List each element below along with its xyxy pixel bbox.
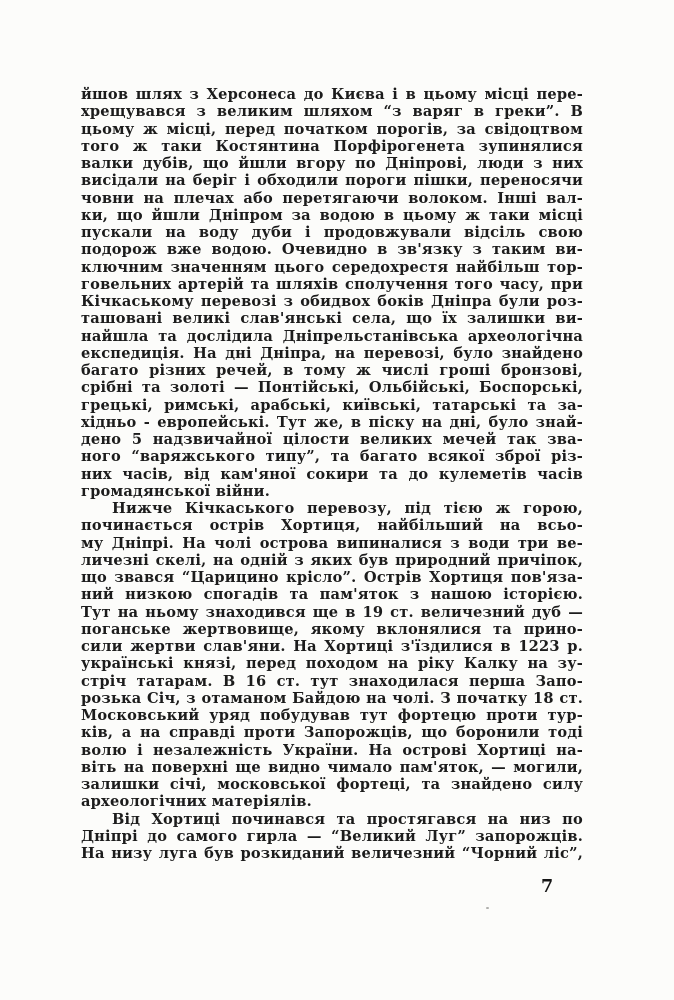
text-line: волю і незалежність України. На острові Хортиці на- (81, 741, 583, 759)
paragraph (81, 811, 583, 863)
text-line: хідньо - европейські. Тут же, в піску на дні, було знай- (81, 413, 583, 431)
text-line: ташовані великі слав'янські села, що їх залишки ви- (81, 310, 583, 328)
text-line: що звався “Царицино крісло”. Острів Хортиця пов'яза- (81, 569, 583, 586)
text-line: Кічкаському перевозі з обидвох боків Дніпра були роз- (81, 293, 583, 310)
text-line: того ж таки Костянтина Порфірогенета зупинялися (81, 137, 583, 155)
text-line: українські князі, перед походом на ріку Калку на зу- (81, 655, 583, 673)
text-line: Нижче Кічкаського перевозу, під тією ж горою, (112, 500, 583, 517)
text-line: хрещувався з великим шляхом “з варяг в греки”. В (81, 103, 583, 121)
text-line: Дніпрі до самого гирла — “Великий Луг” запорожців. (81, 827, 583, 845)
text-line: личезні скелі, на одній з яких був природний причіпок, (81, 551, 583, 569)
text-line: Тут на ньому знаходився ще в 19 ст. величезний дуб — (81, 603, 583, 621)
text-line: громадянської війни. (81, 482, 270, 500)
text-line: розька Січ, з отаманом Байдою на чолі. З початку 18 ст. (81, 689, 583, 707)
text-line: найшла та дослідила Дніпрельстанівська археологічна (81, 327, 583, 345)
text-line: стріч татарам. В 16 ст. тут знаходилася перша Запо- (81, 672, 583, 690)
text-line: Московський уряд побудував тут фортецю проти тур- (81, 707, 583, 724)
text-line: починається острів Хортиця, найбільший на всьо- (81, 517, 583, 535)
paragraph (81, 86, 583, 500)
text-line: срібні та золоті — Понтійські, Ольбійські, Боспорські, (81, 379, 583, 397)
text-line: експедиція. На дні Дніпра, на перевозі, було знайдено (81, 344, 583, 362)
text-line: Від Хортиці починався та простягався на низ по (112, 810, 583, 828)
text-line: залишки січі, московської фортеці, та знайдено силу (81, 776, 583, 793)
page-number: 7 (541, 877, 554, 897)
text-line: подорож вже водою. Очевидно в зв'язку з таким ви- (81, 241, 583, 259)
text-line: віть на поверхні ще видно чимало пам'яток, — могили, (81, 758, 583, 776)
text-line: йшов шлях з Херсонеса до Києва і в цьому місці пере- (81, 86, 583, 103)
text-line: сили жертви слав'яни. На Хортиці з'їздилися в 1223 р. (81, 638, 583, 655)
text-line: валки дубів, що йшли вгору по Дніпрові, люди з них (81, 155, 583, 172)
body-text (81, 86, 583, 862)
text-line: ного “варяжського типу”, та багато всякої зброї різ- (81, 448, 583, 466)
text-line: говельних артерій та шляхів сполучення того часу, при (81, 275, 583, 293)
text-line: На низу луга був розкиданий величезний “Чорний ліс”, (81, 845, 583, 862)
text-line: цьому ж місці, перед початком порогів, за свідоцтвом (81, 120, 583, 138)
text-line: них часів, від кам'яної сокири та до кулеметів часів (81, 465, 583, 483)
text-line: пускали на воду дуби і продовжували відсіль свою (81, 224, 583, 241)
print-speck-artifact (486, 907, 489, 909)
text-line: човни на плечах або перетягаючи волоком. Інші вал- (81, 189, 583, 207)
paragraph (81, 500, 583, 811)
text-line: висідали на беріг і обходили пороги пішки, переносячи (81, 172, 583, 190)
text-line: му Дніпрі. На чолі острова випиналися з води три ве- (81, 534, 583, 552)
text-line: багато різних речей, в тому ж числі гроші бронзові, (81, 362, 583, 379)
text-line: археологічних матеріялів. (81, 793, 312, 811)
text-line: ний низкою спогадів та пам'яток з нашою історією. (81, 586, 583, 604)
text-line: дено 5 надзвичайної цілости великих мечей так зва- (81, 431, 583, 448)
text-line: ків, а на справді проти Запорожців, що боронили тоді (81, 724, 583, 742)
text-line: ки, що йшли Дніпром за водою в цьому ж таки місці (81, 206, 583, 224)
text-line: грецькі, римські, арабські, київські, татарські та за- (81, 396, 583, 414)
text-line: ключним значенням цього середохрестя найбільш тор- (81, 258, 583, 276)
text-line: поганське жертвовище, якому вклонялися та прино- (81, 620, 583, 638)
